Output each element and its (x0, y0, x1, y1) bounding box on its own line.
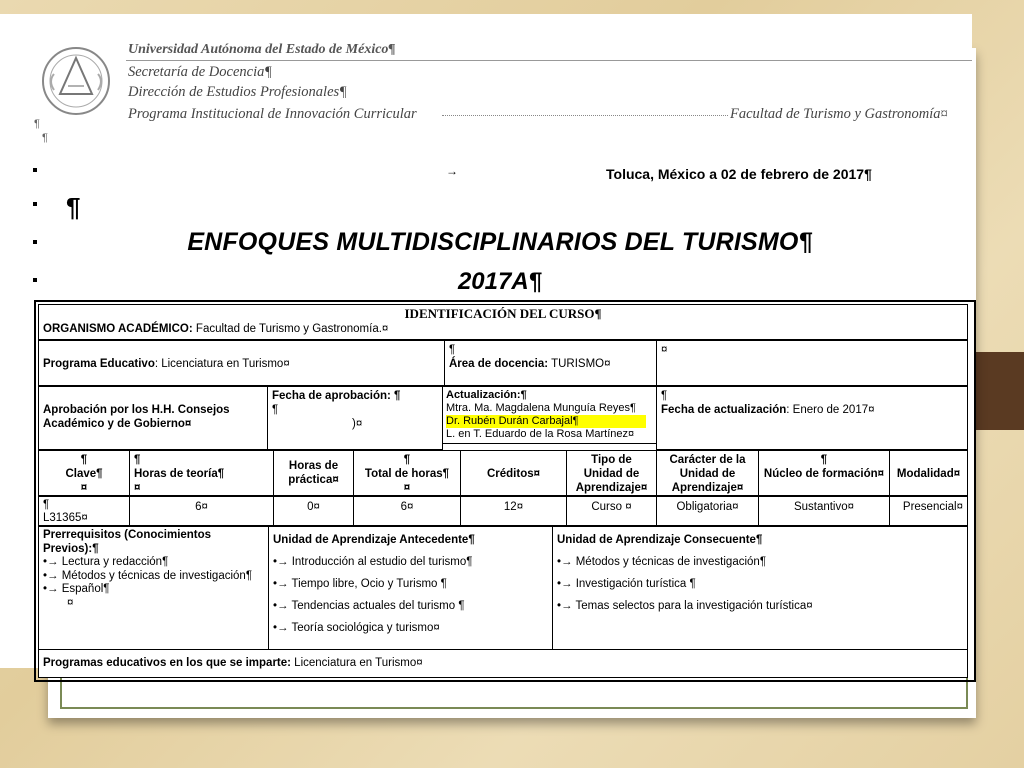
value-clave-pilcrow: ¶ (43, 499, 50, 511)
area-right-cell (656, 340, 968, 386)
organismo-label: ORGANISMO ACADÉMICO: (43, 323, 193, 335)
university-seal-icon (40, 44, 112, 118)
col-header-modalidad: Modalidad¤ (889, 450, 968, 496)
slide-accent-tab (972, 352, 1024, 430)
paragraph-mark: ¶ (34, 118, 40, 130)
prerrequisitos-label: Prerrequisitos (Conocimientos Previos):¶ (43, 529, 212, 555)
prerrequisitos-end-mark: ¤ (67, 596, 74, 609)
area-label: Área de docencia: (449, 358, 549, 370)
document-image (0, 14, 972, 668)
fecha-aprobacion-value: )¤ (352, 418, 363, 430)
header-dot-leader (442, 115, 728, 116)
value-caracter: Obligatoria¤ (656, 496, 759, 526)
list-item: •→ Métodos y técnicas de investigación¶ (557, 556, 766, 568)
list-item: •→ Métodos y técnicas de investigación¶ (43, 569, 252, 582)
value-horas-teoria: 6¤ (129, 496, 274, 526)
header-programa: Programa Institucional de Innovación Curricular (128, 106, 417, 122)
aprobacion-cell: Aprobación por los H.H. Consejos Académico y de Gobierno¤ (38, 386, 268, 450)
list-item: •→ Tendencias actuales del turismo ¶ (273, 600, 465, 612)
table-heading (38, 304, 968, 340)
col-header-horas-teoria: ¶ Horas de teoría¶ ¤ (129, 450, 274, 496)
value-tipo: Curso ¤ (566, 496, 657, 526)
fecha-aprobacion-label: Fecha de aprobación: ¶ (272, 390, 401, 402)
fecha-actualizacion-label: Fecha de actualización (661, 404, 787, 416)
value-clave-cell (38, 496, 130, 526)
area-cell (444, 340, 657, 386)
fecha-actualizacion-cell (656, 386, 968, 450)
fecha-aprobacion-pilcrow: ¶ (272, 404, 279, 416)
programa-cell (38, 340, 445, 386)
area-pilcrow: ¶ (449, 344, 456, 356)
consecuente-label: Unidad de Aprendizaje Consecuente¶ (557, 534, 763, 546)
list-item: •→ Temas selectos para la investigación turística¤ (557, 600, 813, 612)
col-header-horas-practica: Horas de práctica¤ (273, 450, 354, 496)
value-horas-practica: 0¤ (273, 496, 354, 526)
paragraph-mark: ¶ (42, 132, 48, 144)
programa-label: Programa Educativo (43, 358, 155, 370)
programas-label: Programas educativos en los que se imparte: (43, 657, 291, 669)
consecuente-cell (552, 526, 968, 650)
value-creditos: 12¤ (460, 496, 567, 526)
reviewer-name: L. en T. Eduardo de la Rosa Martínez¤ (446, 428, 635, 440)
table-heading-text: IDENTIFICACIÓN DEL CURSO¶ (404, 306, 602, 321)
course-title: ENFOQUES MULTIDISCIPLINARIOS DEL TURISMO¶ (187, 228, 813, 256)
antecedente-cell (268, 526, 553, 650)
list-item: •→ Introducción al estudio del turismo¶ (273, 556, 473, 568)
tab-arrow-icon: → (446, 164, 458, 178)
header-rule (126, 60, 972, 61)
header-direccion: Dirección de Estudios Profesionales¶ (128, 84, 347, 100)
format-bullet (33, 202, 37, 206)
reviewer-name-highlighted: Dr. Rubén Durán Carbajal¶ (446, 415, 646, 428)
value-modalidad: Presencial¤ (889, 496, 968, 526)
programa-value: : Licenciatura en Turismo¤ (154, 358, 290, 370)
format-bullet (33, 168, 37, 172)
actualizacion-cell (442, 386, 657, 444)
fecha-actualizacion-value: : Enero de 2017¤ (786, 404, 875, 416)
col-header-clave: ¶ Clave¶ ¤ (38, 450, 130, 496)
col-header-nucleo: ¶ Núcleo de formación¤ (758, 450, 890, 496)
reviewer-name: Mtra. Ma. Magdalena Munguía Reyes¶ (446, 402, 636, 414)
header-university: Universidad Autónoma del Estado de México¶ (128, 42, 396, 57)
col-header-creditos: Créditos¤ (460, 450, 567, 496)
list-item: •→ Investigación turística ¶ (557, 578, 696, 590)
value-clave: L31365¤ (43, 512, 88, 524)
course-period: 2017A¶ (457, 268, 543, 295)
place-date: Toluca, México a 02 de febrero de 2017¶ (606, 166, 872, 182)
programas-cell (38, 649, 968, 678)
value-nucleo: Sustantivo¤ (758, 496, 890, 526)
course-identification-table (34, 300, 976, 682)
col-header-total-horas: ¶ Total de horas¶ ¤ (353, 450, 461, 496)
col-header-tipo: Tipo de Unidad de Aprendizaje¤ (566, 450, 657, 496)
prerrequisitos-cell (38, 526, 269, 650)
value-total-horas: 6¤ (353, 496, 461, 526)
area-right-mark: ¤ (661, 344, 668, 356)
list-item: •→ Español¶ (43, 583, 110, 595)
fecha-actualizacion-pilcrow: ¶ (661, 390, 668, 402)
organismo-value: Facultad de Turismo y Gastronomía.¤ (192, 323, 389, 335)
empty-paragraph: ¶ (66, 192, 81, 222)
list-item: •→ Tiempo libre, Ocio y Turismo ¶ (273, 578, 447, 590)
antecedente-label: Unidad de Aprendizaje Antecedente¶ (273, 534, 475, 546)
list-item: •→ Lectura y redacción¶ (43, 556, 169, 568)
col-header-caracter: Carácter de la Unidad de Aprendizaje¤ (656, 450, 759, 496)
programas-value: Licenciatura en Turismo¤ (290, 657, 423, 669)
actualizacion-label: Actualización:¶ (446, 389, 527, 401)
organismo-row (43, 322, 963, 336)
header-secretaria: Secretaría de Docencia¶ (128, 64, 272, 80)
area-value: TURISMO¤ (548, 358, 611, 370)
list-item: •→ Teoría sociológica y turismo¤ (273, 622, 440, 634)
fecha-aprobacion-cell (267, 386, 443, 450)
header-faculty: Facultad de Turismo y Gastronomía¤ (730, 106, 948, 122)
